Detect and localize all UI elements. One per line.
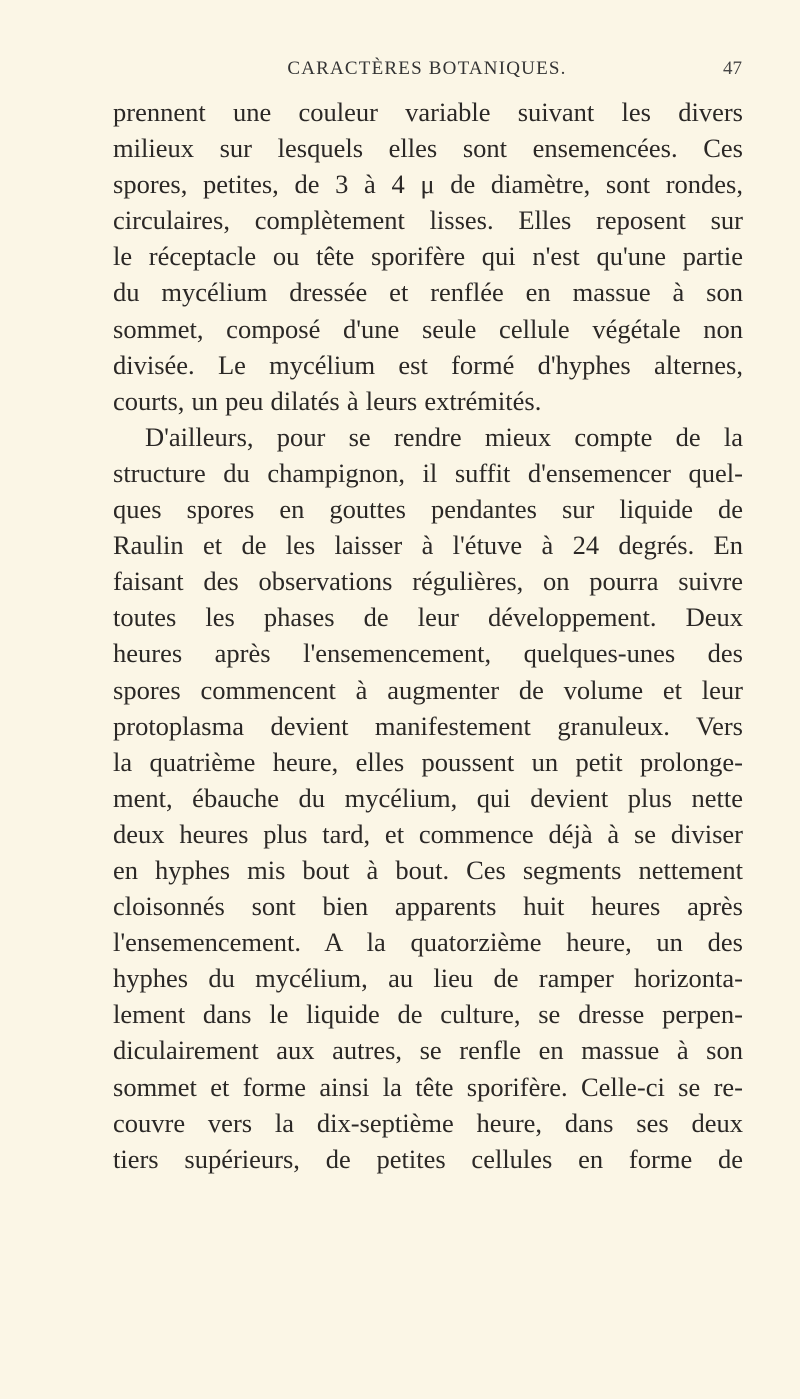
running-title: CARACTÈRES BOTANIQUES. bbox=[287, 58, 567, 79]
text-line: diculairement aux autres, se renfle en massue à son bbox=[113, 1035, 743, 1066]
text-line-paragraph-start: D'ailleurs, pour se rendre mieux compte de la bbox=[145, 421, 743, 452]
text-line: en hyphes mis bout à bout. Ces segments nettement bbox=[113, 854, 743, 885]
text-line: faisant des observations régulières, on pourra suivre bbox=[113, 566, 743, 597]
text-line: deux heures plus tard, et commence déjà à se diviser bbox=[113, 818, 743, 849]
text-line: lement dans le liquide de culture, se dresse perpen- bbox=[113, 999, 743, 1030]
text-line: Raulin et de les laisser à l'étuve à 24 degrés. En bbox=[113, 530, 743, 561]
text-line: cloisonnés sont bien apparents huit heures après bbox=[113, 891, 743, 922]
text-line: tiers supérieurs, de petites cellules en forme de bbox=[113, 1143, 743, 1174]
text-line: circulaires, complètement lisses. Elles reposent sur bbox=[113, 205, 743, 236]
text-line: du mycélium dressée et renflée en massue à son bbox=[113, 277, 743, 308]
text-line: ment, ébauche du mycélium, qui devient plus nette bbox=[113, 782, 743, 813]
text-line: la quatrième heure, elles poussent un petit prolonge- bbox=[113, 746, 743, 777]
text-line: prennent une couleur variable suivant les divers bbox=[113, 97, 743, 127]
running-head bbox=[112, 58, 742, 84]
body-text bbox=[113, 94, 743, 1177]
text-line: sommet, composé d'une seule cellule végétale non bbox=[113, 313, 743, 344]
text-line: hyphes du mycélium, au lieu de ramper horizonta- bbox=[113, 963, 743, 994]
text-line: sommet et forme ainsi la tête sporifère. Celle-ci se re- bbox=[113, 1071, 743, 1102]
text-line: toutes les phases de leur développement. Deux bbox=[113, 602, 743, 633]
text-line-paragraph-end: courts, un peu dilatés à leurs extrémités. bbox=[113, 385, 542, 416]
text-line: heures après l'ensemencement, quelques-unes des bbox=[113, 638, 743, 669]
text-line: spores commencent à augmenter de volume et leur bbox=[113, 674, 743, 705]
text-line: divisée. Le mycélium est formé d'hyphes alternes, bbox=[113, 349, 743, 380]
text-line: le réceptacle ou tête sporifère qui n'est qu'une partie bbox=[113, 241, 743, 272]
text-line: milieux sur lesquels elles sont ensemencées. Ces bbox=[113, 133, 743, 164]
text-line: protoplasma devient manifestement granuleux. Vers bbox=[113, 710, 743, 741]
text-line: structure du champignon, il suffit d'ensemencer quel- bbox=[113, 457, 743, 488]
text-line: couvre vers la dix-septième heure, dans ses deux bbox=[113, 1107, 743, 1138]
text-line: l'ensemencement. A la quatorzième heure, un des bbox=[113, 927, 743, 958]
text-line: spores, petites, de 3 à 4 μ de diamètre, sont rondes, bbox=[113, 169, 743, 200]
text-line: ques spores en gouttes pendantes sur liquide de bbox=[113, 494, 743, 525]
page-number: 47 bbox=[723, 58, 742, 79]
